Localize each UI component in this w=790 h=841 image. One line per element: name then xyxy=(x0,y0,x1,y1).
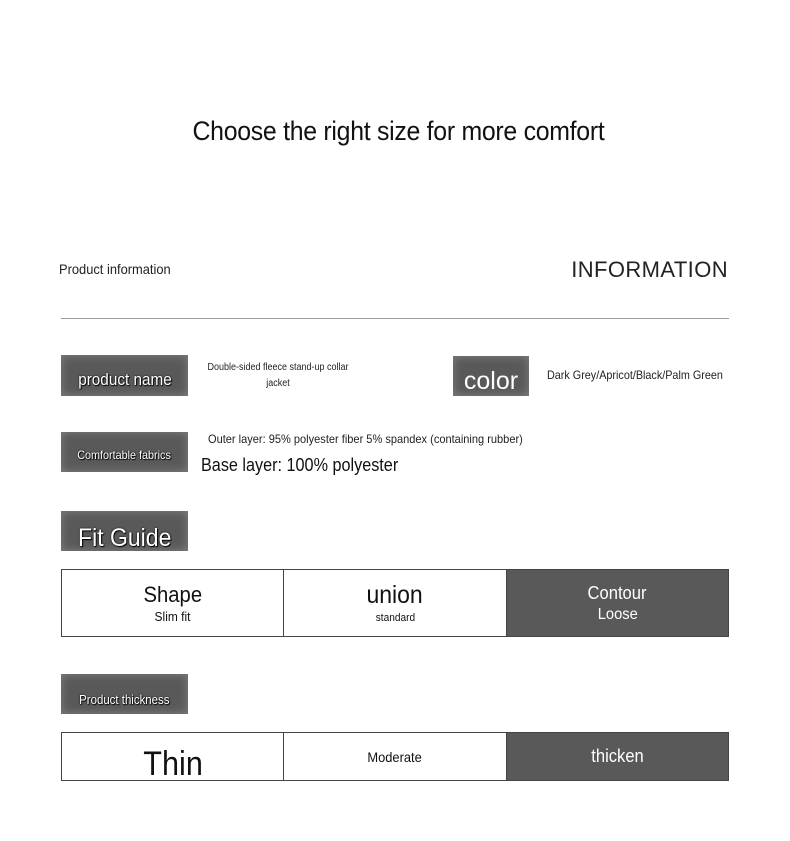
fit-option-shape xyxy=(62,570,283,636)
thickness-option-thin xyxy=(62,733,283,783)
product-name-tag xyxy=(61,355,188,396)
fit-guide-table xyxy=(61,569,729,637)
divider-rule xyxy=(61,318,729,319)
fit-option-subtitle: Slim fit xyxy=(154,608,191,624)
product-name-label: product name xyxy=(77,370,172,389)
fit-option-title: Shape xyxy=(143,581,202,607)
thickness-option-label: thicken xyxy=(591,746,644,766)
thickness-option-label: Thin xyxy=(142,744,203,783)
section-banner: INFORMATION xyxy=(571,257,728,282)
product-name-value: Double-sided fleece stand-up collar jacket xyxy=(207,362,349,389)
fit-option-contour-selected xyxy=(506,570,728,636)
thickness-option-thicken-selected xyxy=(506,733,728,780)
thickness-table xyxy=(61,732,729,781)
thickness-option-moderate xyxy=(283,733,505,780)
page-headline: Choose the right size for more comfort xyxy=(192,116,605,146)
fit-option-title: union xyxy=(366,580,424,609)
fit-option-title: Contour xyxy=(587,582,647,603)
fit-option-subtitle: standard xyxy=(375,611,415,624)
color-value: Dark Grey/Apricot/Black/Palm Green xyxy=(547,368,723,382)
fit-guide-tag xyxy=(61,511,188,551)
fabric-label: Comfortable fabrics xyxy=(77,448,172,462)
fabric-base-layer: Base layer: 100% polyester xyxy=(201,455,399,475)
fit-option-union xyxy=(283,570,505,636)
fabric-tag xyxy=(61,432,188,472)
thickness-tag xyxy=(61,674,188,714)
fit-option-subtitle: Loose xyxy=(597,605,638,623)
color-label: color xyxy=(463,367,519,395)
thickness-label: Product thickness xyxy=(79,692,170,707)
section-label: Product information xyxy=(59,261,171,277)
color-tag xyxy=(453,356,529,396)
thickness-option-label: Moderate xyxy=(367,748,423,765)
fabric-outer-layer: Outer layer: 95% polyester fiber 5% spandex (containing rubber) xyxy=(208,432,523,446)
fit-guide-label: Fit Guide xyxy=(77,524,172,551)
